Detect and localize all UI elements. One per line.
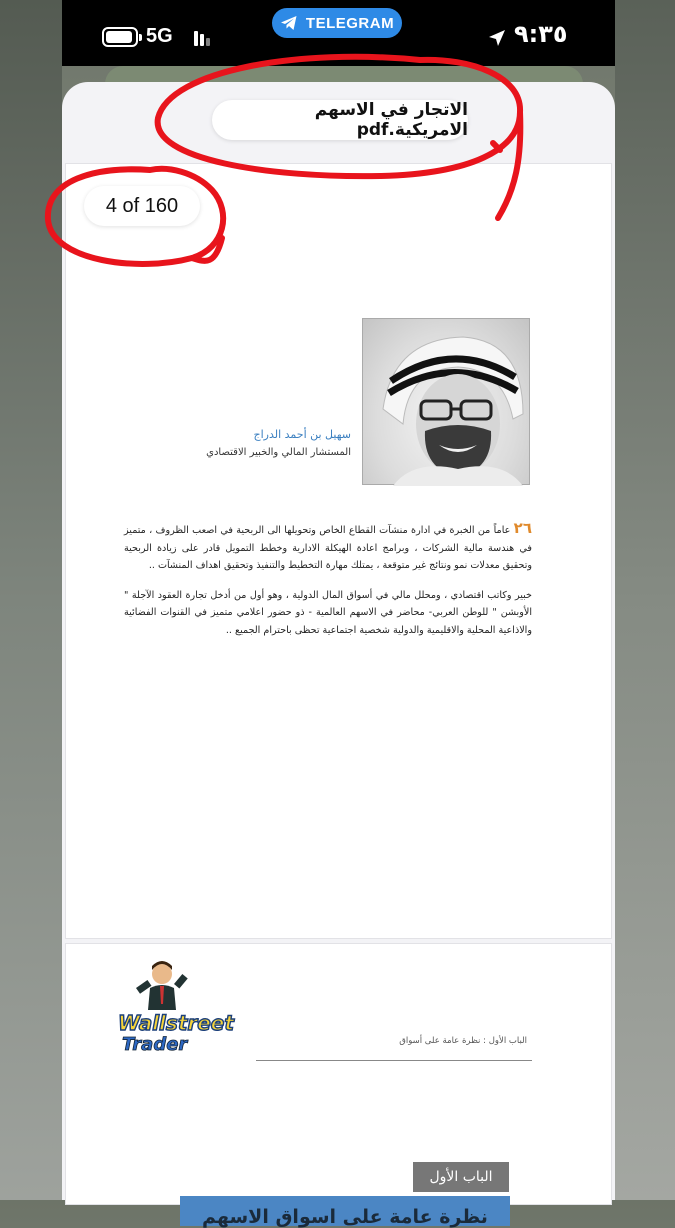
bio-paragraph: خبير وكاتب اقتصادي ، ومحلل مالي في أسواق المال الدولية ، وهو أول من أدخل تجارة العقود الآجلة " الأوبشن " للوطن العربي- محاضر في الاسهم العالمية - ذو حضور اعلامي متميز في القنوات الفضائية والاذاعية المحلية والاقليمية والدولية شخصية اجتماعية تحظى باحترام الجميع .. — [124, 589, 532, 636]
bio-text-1: عاماً من الخبرة في ادارة منشآت القطاع الخاص وتحويلها الى الربحية في اصعب الظروف ، متميز في هندسة مالية الشركات ، وبرامج اعادة الهيكلة الادارية وخطط التمويل قادر على زيادة الربحية وتحقيق معدلات نمو ونتائج غير متوقعة ، يمتلك مهارة التخطيط والتنفيذ وتحقيق اهداف المنشآت .. — [124, 525, 532, 571]
status-bar — [62, 0, 615, 66]
chapter-title: نظرة عامة على اسواق الاسهم — [180, 1196, 510, 1226]
right-bezel — [615, 0, 675, 1200]
bio-number: ٢٦ — [513, 519, 532, 537]
signal-icon — [194, 28, 214, 46]
wallstreet-trader-logo — [114, 958, 244, 1058]
page-indicator: 4 of 160 — [84, 186, 200, 226]
author-role: المستشار المالي والخبير الاقتصادي — [206, 447, 351, 458]
pdf-page[interactable] — [66, 944, 611, 1228]
document-title[interactable]: الاتجار في الاسهم الامريكية.pdf — [212, 100, 468, 140]
svg-text:Trader: Trader — [122, 1034, 188, 1055]
clock: ٩:٣٥ — [514, 20, 568, 48]
chapter-label: الباب الأول — [413, 1162, 509, 1192]
telegram-label: TELEGRAM — [305, 14, 395, 32]
author-name: سهيل بن أحمد الدراج — [253, 428, 351, 441]
author-bio — [124, 520, 532, 639]
header-rule — [256, 1060, 532, 1061]
pdf-page[interactable] — [66, 164, 611, 938]
author-block — [206, 428, 351, 458]
telegram-icon — [280, 15, 298, 31]
author-photo — [362, 318, 530, 485]
pdf-viewer[interactable] — [62, 82, 615, 1228]
telegram-return-pill[interactable] — [272, 8, 402, 38]
location-arrow-icon — [487, 28, 507, 48]
svg-text:Wallstreet: Wallstreet — [118, 1011, 234, 1035]
bio-paragraph — [124, 520, 532, 575]
page-header-breadcrumb: الباب الأول : نظرة عامة على أسواق — [399, 1036, 527, 1046]
network-type: 5G — [146, 25, 173, 47]
battery-icon — [102, 27, 138, 47]
left-bezel — [0, 0, 62, 1200]
